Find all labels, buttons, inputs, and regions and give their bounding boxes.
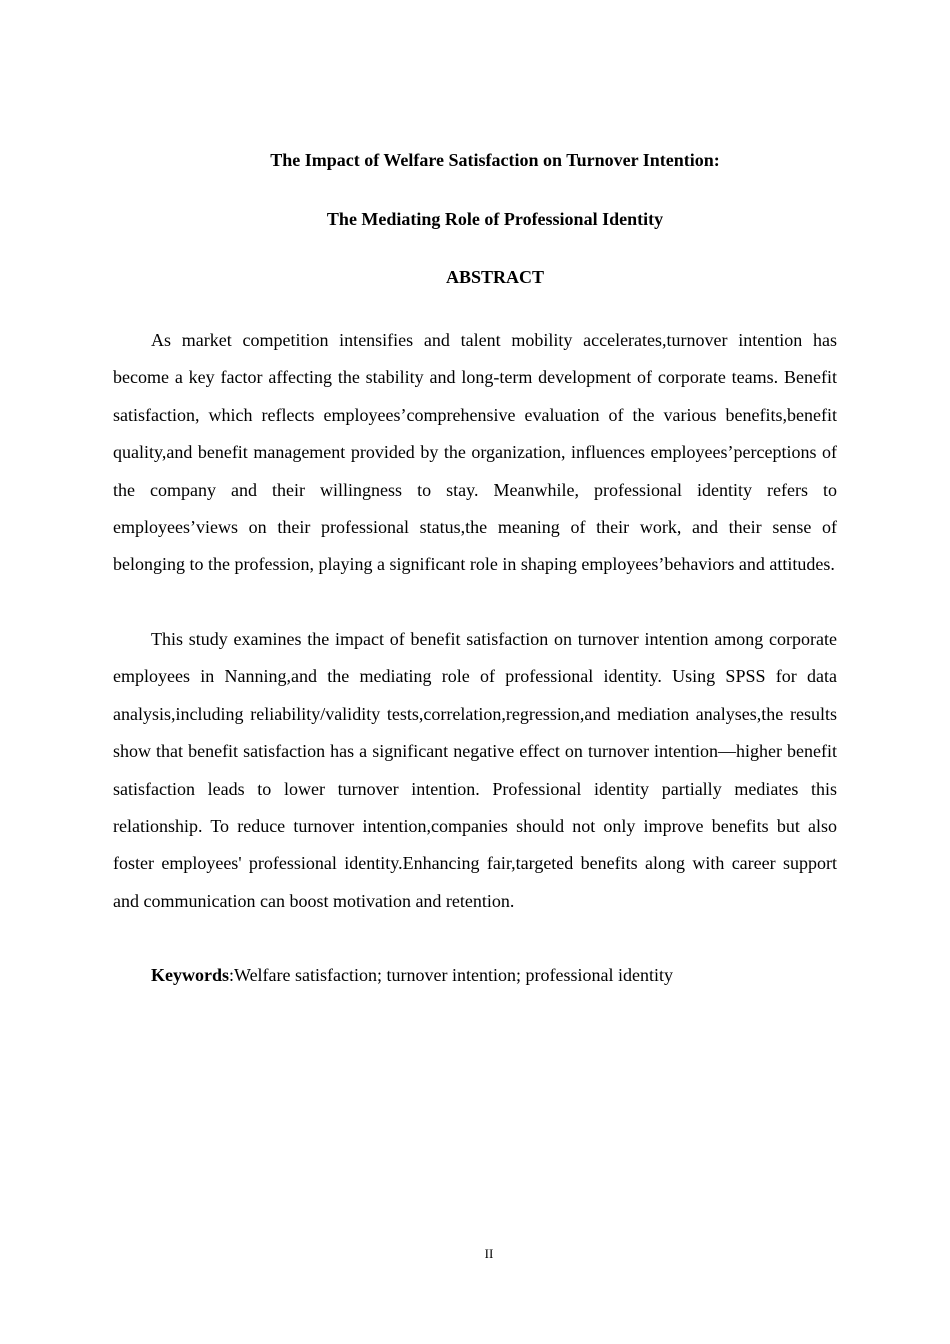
abstract-paragraph: As market competition intensifies and talent mobility accelerates,turnover intention has become a key factor affecting the stability and long-term development of corporate teams. Benefit satisfaction, which reflects employees’comprehensive evaluation of the various benefits,benefit quality,and benefit management provided by the organization, influences employees’perceptions of the company and their willingness to stay. Meanwhile, professional identity refers to employees’views on their professional status,the meaning of their work, and their sense of belonging to the profession, playing a significant role in shaping employees’behaviors and attitudes.: [113, 330, 837, 575]
keywords-text: Welfare satisfaction; turnover intention; professional identity: [234, 965, 673, 985]
keywords-separator: :: [229, 965, 235, 985]
title-line-2: The Mediating Role of Professional Identity: [326, 209, 664, 229]
abstract-paragraph: This study examines the impact of benefit satisfaction on turnover intention among corporate employees in Nanning,and the mediating role of professional identity. Using SPSS for data analysis,including reliability/validity tests,correlation,regression,and mediation analyses,the results show that benefit satisfaction has a significant negative effect on turnover intention—higher benefit satisfaction leads to lower turnover intention. Professional identity partially mediates this relationship. To reduce turnover intention,companies should not only improve benefits but also foster employees' professional identity.Enhancing fair,targeted benefits along with career support and communication can boost motivation and retention.: [113, 629, 837, 911]
keywords-line: [151, 963, 673, 987]
abstract-body-1: [113, 322, 837, 584]
keywords-label: Keywords: [151, 965, 229, 985]
abstract-body-2: [113, 621, 837, 920]
title-line-1: The Impact of Welfare Satisfaction on Turnover Intention:: [270, 150, 720, 170]
page-number: II: [484, 1246, 494, 1261]
abstract-heading: ABSTRACT: [445, 267, 545, 287]
